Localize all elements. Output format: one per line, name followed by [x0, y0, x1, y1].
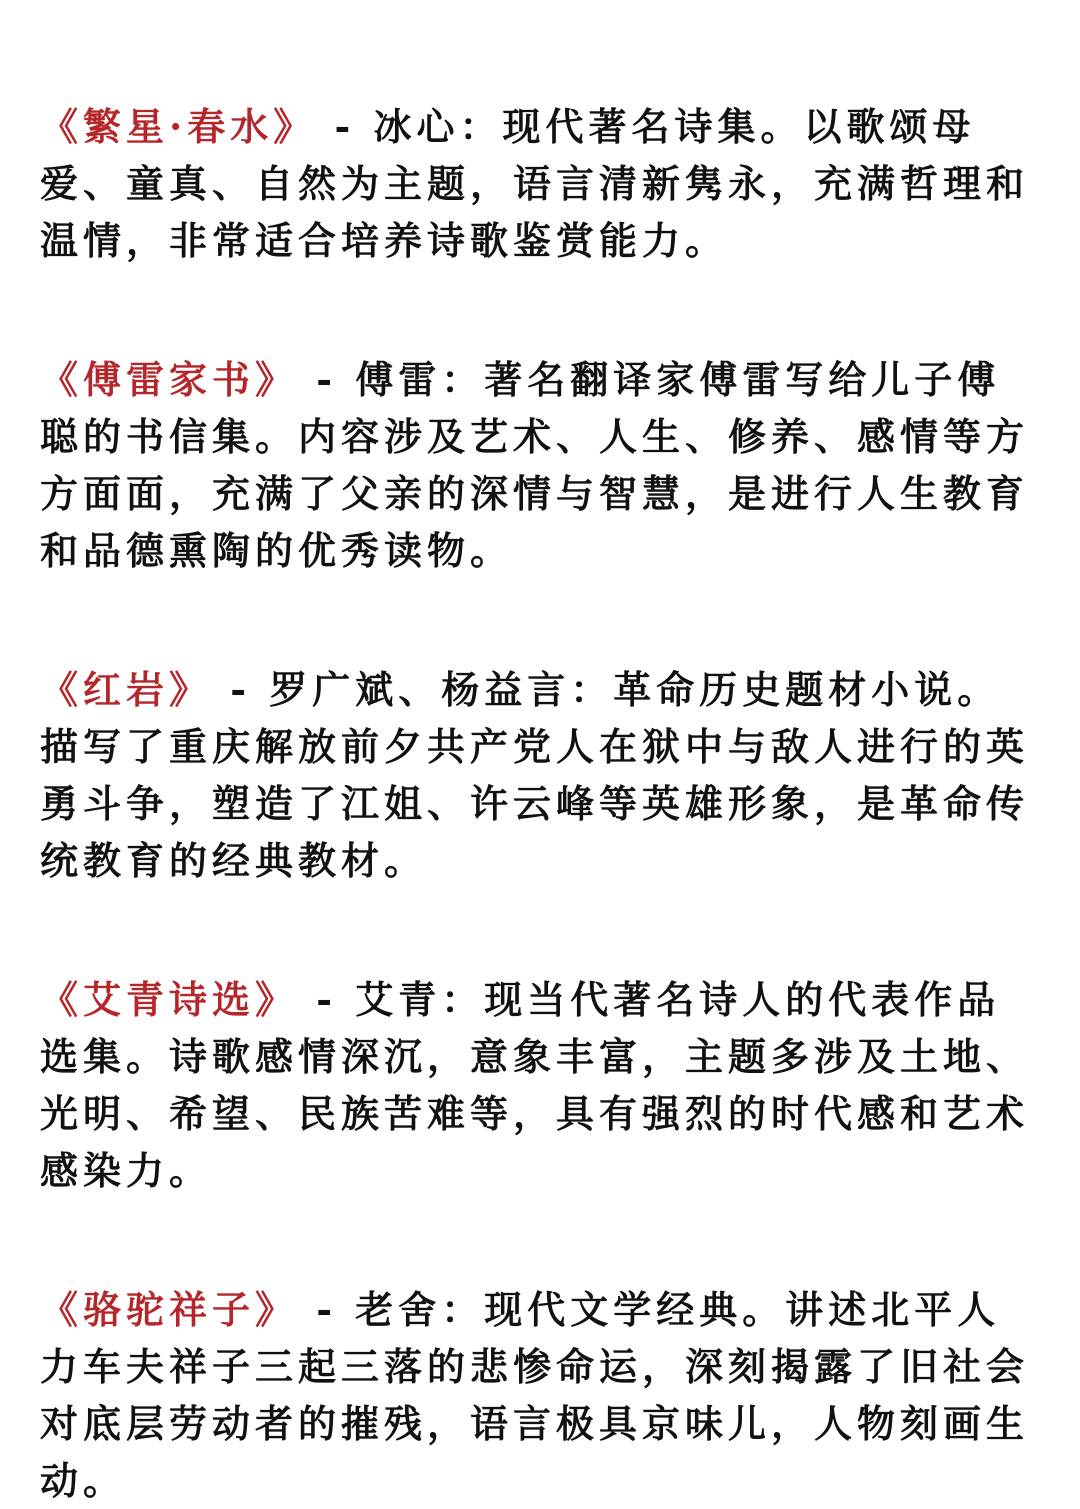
book-author: - 艾青：	[298, 977, 485, 1022]
book-entry-hongyan	[40, 661, 1040, 889]
book-author: - 老舍：	[298, 1287, 485, 1332]
book-title: 《骆驼祥子》	[40, 1287, 299, 1332]
book-author: - 冰心：	[316, 104, 503, 149]
book-title: 《繁星·春水》	[40, 104, 317, 149]
book-author: - 罗广斌、杨益言：	[212, 667, 614, 712]
book-description: 现当代著名诗人的代表作品选集。诗歌感情深沉，意象丰富，主题多涉及土地、光明、希望、民族苦难等，具有强烈的时代感和艺术感染力。	[40, 977, 1030, 1193]
book-title: 《傅雷家书》	[40, 357, 299, 402]
book-description: 革命历史题材小说。描写了重庆解放前夕共产党人在狱中与敌人进行的英勇斗争，塑造了江姐、许云峰等英雄形象，是革命传统教育的经典教材。	[40, 667, 1030, 883]
book-entry-luotuo-xiangzi	[40, 1281, 1040, 1509]
book-description: 现代文学经典。讲述北平人力车夫祥子三起三落的悲惨命运，深刻揭露了旧社会对底层劳动者的摧残，语言极具京味儿，人物刻画生动。	[40, 1287, 1030, 1503]
book-description: 著名翻译家傅雷写给儿子傅聪的书信集。内容涉及艺术、人生、修养、感情等方方面面，充满了父亲的深情与智慧，是进行人生教育和品德熏陶的优秀读物。	[40, 357, 1030, 573]
book-title: 《红岩》	[40, 667, 213, 712]
book-title: 《艾青诗选》	[40, 977, 299, 1022]
book-entry-aiqing-shixuan	[40, 971, 1040, 1199]
book-description: 现代著名诗集。以歌颂母爱、童真、自然为主题，语言清新隽永，充满哲理和温情，非常适合培养诗歌鉴赏能力。	[40, 104, 1030, 263]
book-author: - 傅雷：	[298, 357, 485, 402]
book-entry-fulei-jiashu	[40, 351, 1040, 579]
book-entry-fanxing-chunshui	[40, 98, 1040, 269]
